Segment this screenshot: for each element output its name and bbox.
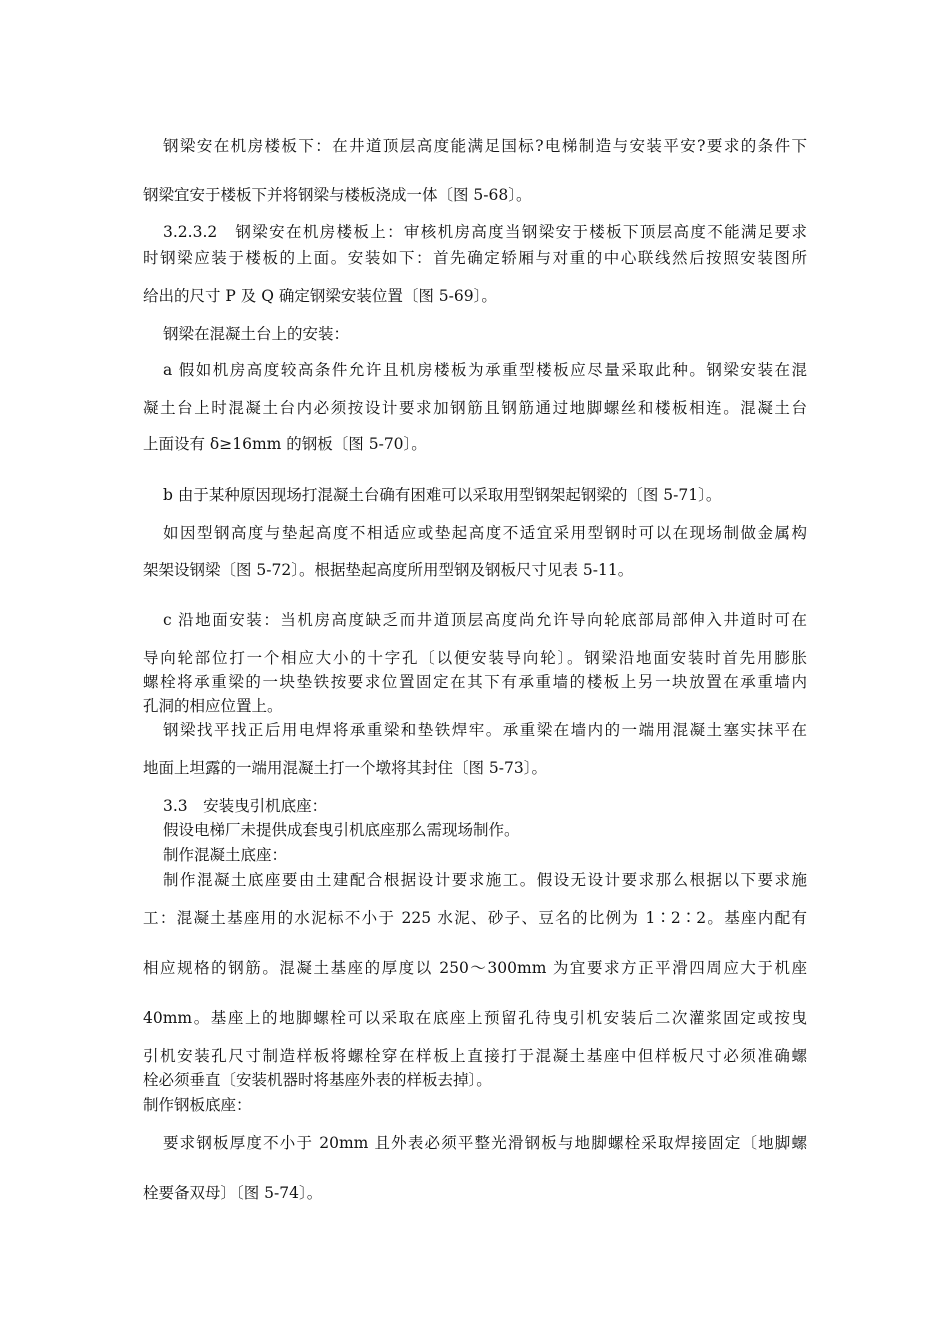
paragraph-line: 相应规格的钢筋。混凝土基座的厚度以 250～300mm 为宜要求方正平滑四周应大于机座 [143,959,807,977]
paragraph-line: b 由于某种原因现场打混凝土台确有困难可以采取用型钢架起钢梁的〔图 5-71〕。 [163,486,722,504]
paragraph-line: 给出的尺寸 P 及 Q 确定钢梁安装位置〔图 5-69〕。 [143,287,497,305]
paragraph-line: 导向轮部位打一个相应大小的十字孔〔以便安装导向轮〕。钢梁沿地面安装时首先用膨胀 [143,649,807,667]
paragraph-line: 制作混凝土底座要由土建配合根据设计要求施工。假设无设计要求那么根据以下要求施 [163,871,807,889]
paragraph-line: 地面上坦露的一端用混凝土打一个墩将其封住〔图 5-73〕。 [143,759,548,777]
paragraph-line: 假设电梯厂未提供成套曳引机底座那么需现场制作。 [163,821,520,839]
paragraph-line: 栓要备双母〕〔图 5-74〕。 [143,1184,323,1202]
subheading-line: 制作混凝土底座： [163,846,288,864]
paragraph-line: 凝土台上时混凝土台内必须按设计要求加钢筋且钢筋通过地脚螺丝和楼板相连。混凝土台 [143,399,807,417]
paragraph-line: 如因型钢高度与垫起高度不相适应或垫起高度不适宜采用型钢时可以在现场制做金属构 [163,524,807,542]
subheading-line: 制作钢板底座： [143,1096,252,1114]
paragraph-line: 架架设钢梁〔图 5-72〕。根据垫起高度所用型钢及钢板尺寸见表 5-11。 [143,561,634,579]
paragraph-line: 40mm。基座上的地脚螺栓可以采取在底座上预留孔待曳引机安装后二次灌浆固定或按曳 [143,1009,807,1027]
paragraph-line: 上面设有 δ≥16mm 的钢板〔图 5-70〕。 [143,435,427,453]
paragraph-line: c 沿地面安装：当机房高度缺乏而井道顶层高度尚允许导向轮底部局部伸入井道时可在 [163,611,807,629]
section-heading-line: 3.3 安装曳引机底座： [163,797,328,815]
paragraph-line: 钢梁在混凝土台上的安装： [163,325,350,343]
paragraph-line: 引机安装孔尺寸制造样板将螺栓穿在样板上直接打于混凝土基座中但样板尺寸必须准确螺 [143,1047,807,1065]
paragraph-line: a 假如机房高度较高条件允许且机房楼板为承重型楼板应尽量采取此种。钢梁安装在混 [163,361,807,379]
paragraph-line: 钢梁宜安于楼板下并将钢梁与楼板浇成一体〔图 5-68〕。 [143,186,532,204]
paragraph-line: 钢梁安在机房楼板下：在井道顶层高度能满足国标?电梯制造与安装平安?要求的条件下 [163,137,807,155]
paragraph-line: 时钢梁应装于楼板的上面。安装如下：首先确定轿厢与对重的中心联线然后按照安装图所 [143,249,807,267]
section-heading-line: 3.2.3.2 钢梁安在机房楼板上：审核机房高度当钢梁安于楼板下顶层高度不能满足要求 [163,223,807,241]
paragraph-line: 要求钢板厚度不小于 20mm 且外表必须平整光滑钢板与地脚螺栓采取焊接固定〔地脚螺 [163,1134,807,1152]
paragraph-line: 钢梁找平找正后用电焊将承重梁和垫铁焊牢。承重梁在墙内的一端用混凝土塞实抹平在 [163,721,807,739]
paragraph-line: 栓必须垂直〔安装机器时将基座外表的样板去掉〕。 [143,1071,492,1089]
paragraph-line: 孔洞的相应位置上。 [143,697,283,715]
paragraph-line: 工：混凝土基座用的水泥标不小于 225 水泥、砂子、豆名的比例为 1∶2∶2。基座内配有 [143,909,807,927]
paragraph-line: 螺栓将承重梁的一块垫铁按要求位置固定在其下有承重墙的楼板上另一块放置在承重墙内 [143,673,807,691]
